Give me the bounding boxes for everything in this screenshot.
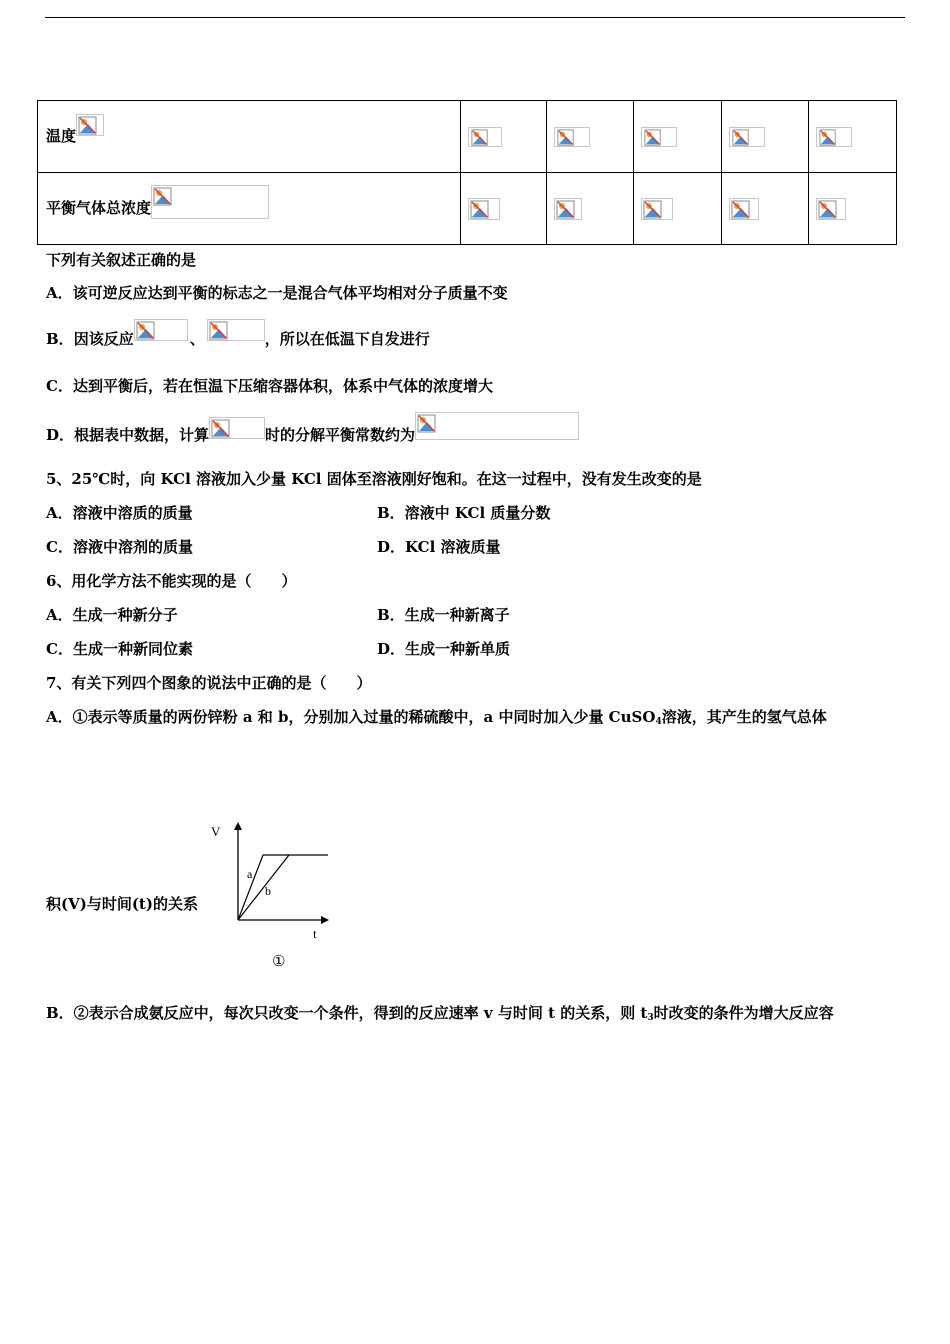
y-axis-label: V (211, 824, 221, 839)
row-label-temperature: 温度 (38, 101, 461, 173)
graph-caption: ① (272, 952, 286, 970)
data-table (37, 100, 897, 245)
table-cell (547, 101, 634, 173)
q6-option-b: B．生成一种新离子 (377, 606, 510, 624)
header-rule (45, 17, 905, 18)
image-placeholder-icon (151, 185, 269, 219)
image-placeholder-icon (641, 198, 673, 220)
q5-stem: 5、25℃时，向 KCl 溶液加入少量 KCl 固体至溶液刚好饱和。在这一过程中，没有发生改变的是 (46, 470, 702, 488)
table-cell (809, 173, 897, 245)
table-cell (634, 101, 722, 173)
q6-option-d: D．生成一种新单质 (377, 640, 511, 658)
image-placeholder-icon (729, 198, 759, 220)
image-placeholder-icon (641, 127, 677, 147)
q5-option-d: D．KCl 溶液质量 (377, 538, 501, 556)
image-placeholder-icon (554, 198, 582, 220)
table-cell (461, 101, 547, 173)
q4-option-b: B．因该反应 、 ，所以在低温下自发进行 (46, 328, 430, 351)
image-placeholder-icon (76, 114, 104, 136)
x-axis-label: t (313, 926, 317, 941)
image-placeholder-icon (468, 198, 500, 220)
image-placeholder-icon (816, 198, 846, 220)
q5-option-b: B．溶液中 KCl 质量分数 (377, 504, 551, 522)
image-placeholder-icon (207, 319, 265, 341)
q7-option-a: A．①表示等质量的两份锌粉 a 和 b，分别加入过量的稀硫酸中，a 中同时加入少量 CuSO$_4$溶液，其产生的氢气总体 (46, 708, 827, 727)
q6-stem: 6、用化学方法不能实现的是（ ） (46, 572, 297, 590)
image-placeholder-icon (134, 319, 188, 341)
table-cell (461, 173, 547, 245)
image-placeholder-icon (729, 127, 765, 147)
q7-option-b: B．②表示合成氨反应中，每次只改变一个条件，得到的反应速率 v 与时间 t 的关系，则 $t_3$时改变的条件为增大反应容 (46, 1004, 834, 1023)
x-axis-arrow-icon (321, 916, 329, 924)
table-row (38, 101, 897, 173)
line-a (238, 855, 263, 920)
q5-option-c: C．溶液中溶剂的质量 (46, 538, 193, 556)
q7-stem: 7、有关下列四个图象的说法中正确的是（ ） (46, 674, 372, 692)
image-placeholder-icon (209, 417, 265, 439)
q4-option-a: A．该可逆反应达到平衡的标志之一是混合气体平均相对分子质量不变 (46, 284, 508, 302)
image-placeholder-icon (468, 127, 502, 147)
q4-option-d: D．根据表中数据，计算 时的分解平衡常数约为 (46, 422, 579, 450)
q6-option-c: C．生成一种新同位素 (46, 640, 193, 658)
table-cell (722, 101, 809, 173)
image-placeholder-icon (554, 127, 590, 147)
q5-option-a: A．溶液中溶质的质量 (46, 504, 193, 522)
table-cell (809, 101, 897, 173)
image-placeholder-icon (415, 412, 579, 440)
table-cell (722, 173, 809, 245)
q4-option-c: C．达到平衡后，若在恒温下压缩容器体积，体系中气体的浓度增大 (46, 377, 493, 395)
graph-1 (205, 818, 340, 973)
q4-stem: 下列有关叙述正确的是 (46, 251, 197, 269)
q6-option-a: A．生成一种新分子 (46, 606, 178, 624)
line-b-label: b (265, 884, 271, 898)
q7-option-a-continued: 积(V)与时间(t)的关系 (46, 895, 198, 913)
line-b (238, 855, 289, 920)
y-axis-arrow-icon (234, 822, 242, 830)
table-row (38, 173, 897, 245)
table-cell (547, 173, 634, 245)
line-a-label: a (247, 867, 253, 881)
table-cell (634, 173, 722, 245)
image-placeholder-icon (816, 127, 852, 147)
row-label-total-concentration: 平衡气体总浓度 (38, 173, 461, 245)
